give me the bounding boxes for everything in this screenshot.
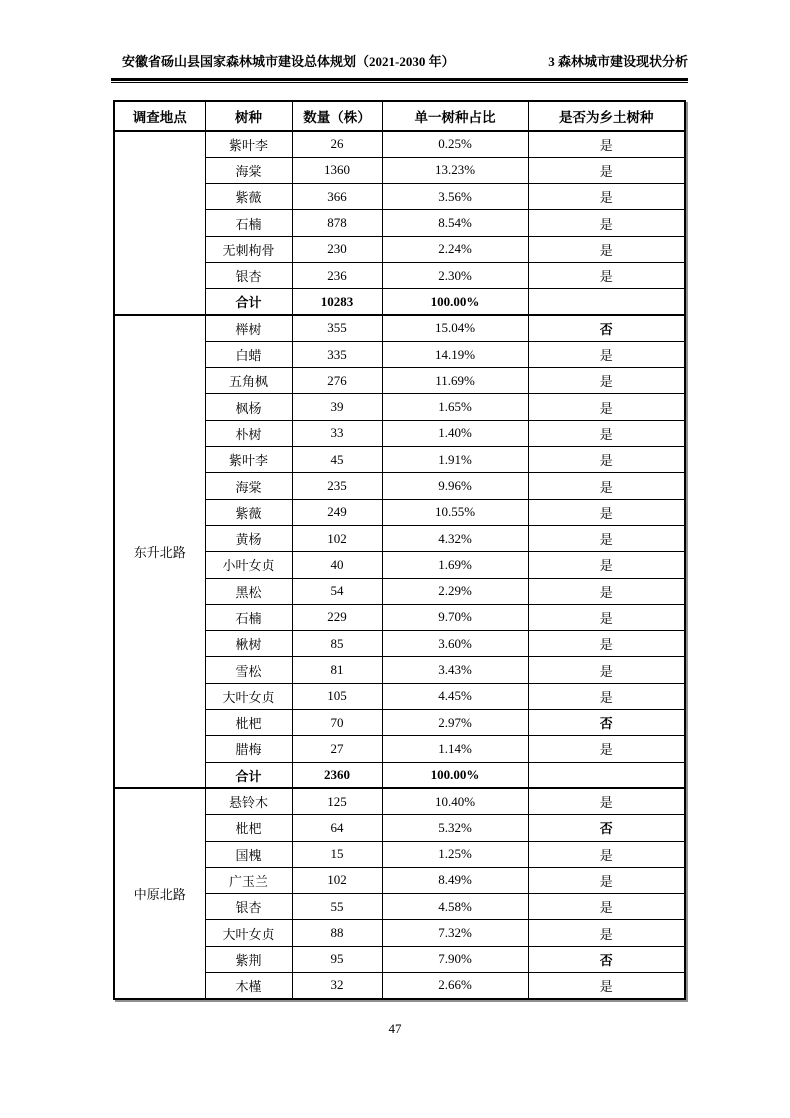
header-right-title: 3 森林城市建设现状分析 bbox=[548, 54, 688, 69]
species-cell: 紫叶李 bbox=[205, 131, 292, 157]
species-cell: 银杏 bbox=[205, 262, 292, 288]
page-number: 47 bbox=[388, 1021, 402, 1036]
species-cell: 紫薇 bbox=[205, 184, 292, 210]
share-cell: 7.32% bbox=[382, 920, 528, 946]
species-cell: 紫荆 bbox=[205, 946, 292, 972]
table-row bbox=[114, 788, 685, 814]
share-cell: 9.70% bbox=[382, 604, 528, 630]
native-cell: 否 bbox=[528, 710, 685, 736]
native-cell: 否 bbox=[528, 815, 685, 841]
header-rule-thin-line bbox=[111, 82, 688, 83]
share-cell: 3.43% bbox=[382, 657, 528, 683]
species-cell: 枇杷 bbox=[205, 815, 292, 841]
species-cell: 朴树 bbox=[205, 420, 292, 446]
native-cell: 是 bbox=[528, 788, 685, 814]
species-cell: 小叶女贞 bbox=[205, 552, 292, 578]
species-cell: 海棠 bbox=[205, 473, 292, 499]
species-cell: 合计 bbox=[205, 762, 292, 788]
count-cell: 33 bbox=[292, 420, 382, 446]
species-cell: 枇杷 bbox=[205, 710, 292, 736]
native-cell: 是 bbox=[528, 394, 685, 420]
col-header-single-species-share: 单一树种占比 bbox=[382, 101, 528, 131]
native-cell: 是 bbox=[528, 447, 685, 473]
species-cell: 广玉兰 bbox=[205, 867, 292, 893]
species-cell: 紫叶李 bbox=[205, 447, 292, 473]
share-cell: 2.66% bbox=[382, 973, 528, 999]
count-cell: 355 bbox=[292, 315, 382, 341]
share-cell: 1.91% bbox=[382, 447, 528, 473]
count-cell: 229 bbox=[292, 604, 382, 630]
tree-species-survey-table bbox=[113, 100, 686, 1000]
species-cell: 枫杨 bbox=[205, 394, 292, 420]
share-cell: 14.19% bbox=[382, 341, 528, 367]
share-cell: 1.65% bbox=[382, 394, 528, 420]
native-cell: 是 bbox=[528, 657, 685, 683]
count-cell: 236 bbox=[292, 262, 382, 288]
native-cell bbox=[528, 762, 685, 788]
share-cell: 1.69% bbox=[382, 552, 528, 578]
native-cell: 是 bbox=[528, 236, 685, 262]
species-cell: 大叶女贞 bbox=[205, 920, 292, 946]
share-cell: 5.32% bbox=[382, 815, 528, 841]
native-cell: 是 bbox=[528, 552, 685, 578]
share-cell: 1.25% bbox=[382, 841, 528, 867]
share-cell: 2.24% bbox=[382, 236, 528, 262]
species-cell: 榉树 bbox=[205, 315, 292, 341]
count-cell: 2360 bbox=[292, 762, 382, 788]
native-cell: 是 bbox=[528, 499, 685, 525]
native-cell: 是 bbox=[528, 210, 685, 236]
count-cell: 1360 bbox=[292, 157, 382, 183]
species-cell: 海棠 bbox=[205, 157, 292, 183]
species-cell: 五角枫 bbox=[205, 368, 292, 394]
count-cell: 81 bbox=[292, 657, 382, 683]
native-cell: 是 bbox=[528, 578, 685, 604]
share-cell: 2.29% bbox=[382, 578, 528, 604]
species-cell: 白蜡 bbox=[205, 341, 292, 367]
species-cell: 国槐 bbox=[205, 841, 292, 867]
header-left-title: 安徽省砀山县国家森林城市建设总体规划（2021-2030 年） bbox=[122, 54, 455, 69]
share-cell: 8.54% bbox=[382, 210, 528, 236]
survey-location-cell: 中原北路 bbox=[114, 788, 205, 998]
species-cell: 紫薇 bbox=[205, 499, 292, 525]
count-cell: 125 bbox=[292, 788, 382, 814]
share-cell: 2.97% bbox=[382, 710, 528, 736]
table-row bbox=[114, 315, 685, 341]
col-header-count: 数量（株） bbox=[292, 101, 382, 131]
native-cell: 是 bbox=[528, 973, 685, 999]
native-cell: 否 bbox=[528, 946, 685, 972]
header-rule bbox=[111, 78, 688, 83]
species-cell: 悬铃木 bbox=[205, 788, 292, 814]
col-header-survey-location: 调查地点 bbox=[114, 101, 205, 131]
species-table-body bbox=[114, 131, 685, 999]
species-cell: 黄杨 bbox=[205, 525, 292, 551]
native-cell bbox=[528, 289, 685, 315]
species-cell: 雪松 bbox=[205, 657, 292, 683]
share-cell: 1.14% bbox=[382, 736, 528, 762]
species-cell: 木槿 bbox=[205, 973, 292, 999]
count-cell: 27 bbox=[292, 736, 382, 762]
native-cell: 是 bbox=[528, 131, 685, 157]
species-cell: 合计 bbox=[205, 289, 292, 315]
count-cell: 26 bbox=[292, 131, 382, 157]
share-cell: 100.00% bbox=[382, 289, 528, 315]
count-cell: 102 bbox=[292, 867, 382, 893]
count-cell: 249 bbox=[292, 499, 382, 525]
species-cell: 大叶女贞 bbox=[205, 683, 292, 709]
survey-location-cell: 东升北路 bbox=[114, 315, 205, 788]
share-cell: 9.96% bbox=[382, 473, 528, 499]
native-cell: 是 bbox=[528, 920, 685, 946]
count-cell: 32 bbox=[292, 973, 382, 999]
native-cell: 是 bbox=[528, 736, 685, 762]
share-cell: 4.32% bbox=[382, 525, 528, 551]
species-cell: 楸树 bbox=[205, 631, 292, 657]
count-cell: 88 bbox=[292, 920, 382, 946]
count-cell: 105 bbox=[292, 683, 382, 709]
native-cell: 是 bbox=[528, 867, 685, 893]
count-cell: 39 bbox=[292, 394, 382, 420]
share-cell: 1.40% bbox=[382, 420, 528, 446]
native-cell: 是 bbox=[528, 894, 685, 920]
count-cell: 10283 bbox=[292, 289, 382, 315]
count-cell: 54 bbox=[292, 578, 382, 604]
count-cell: 70 bbox=[292, 710, 382, 736]
share-cell: 100.00% bbox=[382, 762, 528, 788]
native-cell: 是 bbox=[528, 604, 685, 630]
table-row bbox=[114, 131, 685, 157]
count-cell: 85 bbox=[292, 631, 382, 657]
native-cell: 是 bbox=[528, 157, 685, 183]
native-cell: 是 bbox=[528, 631, 685, 657]
species-cell: 无刺枸骨 bbox=[205, 236, 292, 262]
share-cell: 3.60% bbox=[382, 631, 528, 657]
running-header bbox=[111, 52, 688, 72]
native-cell: 是 bbox=[528, 473, 685, 499]
share-cell: 11.69% bbox=[382, 368, 528, 394]
count-cell: 335 bbox=[292, 341, 382, 367]
native-cell: 是 bbox=[528, 841, 685, 867]
share-cell: 8.49% bbox=[382, 867, 528, 893]
survey-location-cell bbox=[114, 131, 205, 315]
count-cell: 64 bbox=[292, 815, 382, 841]
count-cell: 235 bbox=[292, 473, 382, 499]
count-cell: 276 bbox=[292, 368, 382, 394]
species-cell: 银杏 bbox=[205, 894, 292, 920]
native-cell: 是 bbox=[528, 341, 685, 367]
count-cell: 40 bbox=[292, 552, 382, 578]
native-cell: 是 bbox=[528, 525, 685, 551]
share-cell: 3.56% bbox=[382, 184, 528, 210]
table-header-row bbox=[114, 101, 685, 131]
share-cell: 10.40% bbox=[382, 788, 528, 814]
native-cell: 否 bbox=[528, 315, 685, 341]
native-cell: 是 bbox=[528, 184, 685, 210]
count-cell: 95 bbox=[292, 946, 382, 972]
species-cell: 石楠 bbox=[205, 604, 292, 630]
share-cell: 0.25% bbox=[382, 131, 528, 157]
share-cell: 4.58% bbox=[382, 894, 528, 920]
share-cell: 10.55% bbox=[382, 499, 528, 525]
count-cell: 45 bbox=[292, 447, 382, 473]
count-cell: 878 bbox=[292, 210, 382, 236]
native-cell: 是 bbox=[528, 368, 685, 394]
count-cell: 102 bbox=[292, 525, 382, 551]
col-header-is-native-species: 是否为乡土树种 bbox=[528, 101, 685, 131]
share-cell: 7.90% bbox=[382, 946, 528, 972]
col-header-species: 树种 bbox=[205, 101, 292, 131]
native-cell: 是 bbox=[528, 420, 685, 446]
species-cell: 黑松 bbox=[205, 578, 292, 604]
native-cell: 是 bbox=[528, 683, 685, 709]
share-cell: 13.23% bbox=[382, 157, 528, 183]
count-cell: 230 bbox=[292, 236, 382, 262]
share-cell: 15.04% bbox=[382, 315, 528, 341]
share-cell: 2.30% bbox=[382, 262, 528, 288]
count-cell: 366 bbox=[292, 184, 382, 210]
count-cell: 15 bbox=[292, 841, 382, 867]
species-cell: 腊梅 bbox=[205, 736, 292, 762]
species-cell: 石楠 bbox=[205, 210, 292, 236]
native-cell: 是 bbox=[528, 262, 685, 288]
count-cell: 55 bbox=[292, 894, 382, 920]
share-cell: 4.45% bbox=[382, 683, 528, 709]
